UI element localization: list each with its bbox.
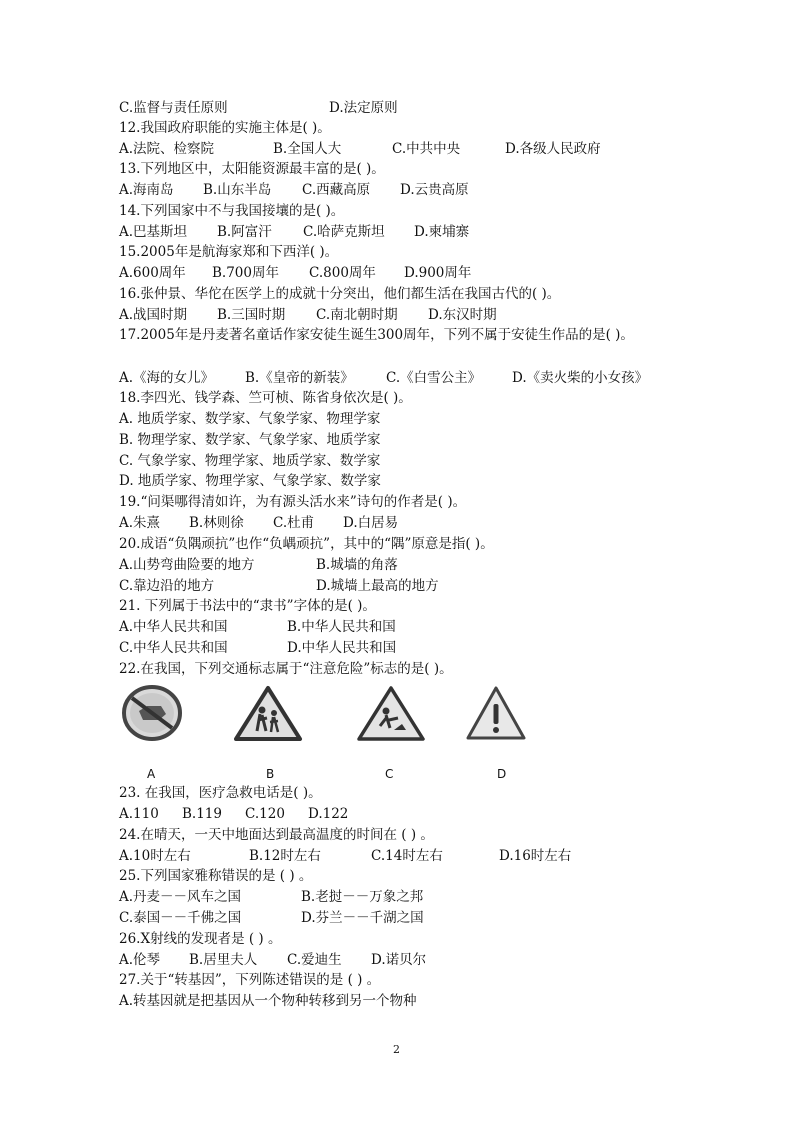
- q25-stem: 25.下列国家雅称错误的是 ( ) 。: [119, 868, 313, 884]
- q20-option-d: D.城墙上最高的地方: [316, 578, 439, 594]
- q18-option-d: D. 地质学家、物理学家、气象学家、数学家: [119, 473, 381, 489]
- q16-option-b: B.三国时期: [217, 307, 286, 323]
- q16-option-a: A.战国时期: [119, 307, 188, 323]
- sign-label-d: D: [497, 767, 507, 781]
- q14-option-c: C.哈萨克斯坦: [303, 224, 385, 240]
- q19-option-b: B.林则徐: [189, 515, 244, 531]
- traffic-sign-b-children-icon: [233, 684, 303, 742]
- q14-option-d: D.柬埔寨: [414, 224, 470, 240]
- q17-option-c: C.《白雪公主》: [386, 370, 482, 386]
- q16-stem: 16.张仲景、华佗在医学上的成就十分突出，他们都生活在我国古代的( )。: [119, 286, 561, 302]
- q16-option-c: C.南北朝时期: [316, 307, 398, 323]
- q12-option-c: C.中共中央: [392, 141, 461, 157]
- q21-option-d: D.中华人民共和国: [287, 640, 397, 656]
- q13-stem: 13.下列地区中，太阳能资源最丰富的是( )。: [119, 161, 385, 177]
- q20-option-c: C.靠边沿的地方: [119, 578, 215, 594]
- q25-option-b: B.老挝－－万象之邦: [301, 889, 424, 905]
- q16-option-d: D.东汉时期: [428, 307, 497, 323]
- q26-stem: 26.X射线的发现者是 ( ) 。: [119, 931, 282, 947]
- q17-option-d: D.《卖火柴的小女孩》: [512, 370, 649, 386]
- page-number: 2: [393, 1043, 400, 1056]
- traffic-sign-d-danger-icon: [465, 684, 527, 742]
- q11-option-d: D.法定原则: [329, 100, 398, 116]
- q13-option-d: D.云贵高原: [400, 182, 469, 198]
- q14-option-b: B.阿富汗: [217, 224, 272, 240]
- q12-option-b: B.全国人大: [273, 141, 342, 157]
- q21-stem: 21. 下列属于书法中的“隶书”字体的是( )。: [119, 598, 376, 614]
- q23-stem: 23. 在我国，医疗急救电话是( )。: [119, 785, 322, 801]
- q13-option-a: A.海南岛: [119, 182, 174, 198]
- q19-option-c: C.杜甫: [273, 515, 315, 531]
- traffic-sign-c-roadworks-icon: [356, 684, 426, 742]
- q15-option-b: B.700周年: [212, 265, 279, 281]
- q24-option-c: C.14时左右: [371, 848, 443, 864]
- q14-stem: 14.下列国家中不与我国接壤的是( )。: [119, 203, 345, 219]
- q17-stem: 17.2005年是丹麦著名童话作家安徒生诞生300周年，下列不属于安徒生作品的是( )。: [119, 327, 634, 343]
- sign-label-c: C: [385, 767, 394, 781]
- q20-option-a: A.山势弯曲险要的地方: [119, 557, 255, 573]
- q17-option-a: A.《海的女儿》: [119, 370, 215, 386]
- q19-option-a: A.朱熹: [119, 515, 161, 531]
- q15-option-a: A.600周年: [119, 265, 186, 281]
- q15-option-d: D.900周年: [404, 265, 472, 281]
- q15-option-c: C.800周年: [309, 265, 376, 281]
- q14-option-a: A.巴基斯坦: [119, 224, 188, 240]
- q21-option-a: A.中华人民共和国: [119, 619, 228, 635]
- q13-option-b: B.山东半岛: [203, 182, 272, 198]
- q23-option-d: D.122: [308, 806, 349, 822]
- q27-stem: 27.关于“转基因”，下列陈述错误的是 ( ) 。: [119, 972, 381, 988]
- q20-option-b: B.城墙的角落: [316, 557, 398, 573]
- q12-option-d: D.各级人民政府: [505, 141, 601, 157]
- q19-option-d: D.白居易: [343, 515, 399, 531]
- traffic-sign-a-prohibition-icon: [121, 684, 183, 742]
- q23-option-c: C.120: [245, 806, 285, 822]
- q21-option-b: B.中华人民共和国: [287, 619, 396, 635]
- q27-option-a: A.转基因就是把基因从一个物种转移到另一个物种: [119, 993, 417, 1009]
- q12-option-a: A.法院、检察院: [119, 141, 215, 157]
- q25-option-c: C.泰国－－千佛之国: [119, 910, 242, 926]
- q24-option-b: B.12时左右: [249, 848, 321, 864]
- sign-label-b: B: [266, 767, 275, 781]
- q22-stem: 22.在我国，下列交通标志属于“注意危险”标志的是( )。: [119, 661, 453, 677]
- q24-option-a: A.10时左右: [119, 848, 191, 864]
- q13-option-c: C.西藏高原: [302, 182, 371, 198]
- q21-option-c: C.中华人民共和国: [119, 640, 228, 656]
- q23-option-a: A.110: [119, 806, 159, 822]
- q25-option-a: A.丹麦－－风车之国: [119, 889, 242, 905]
- q12-stem: 12.我国政府职能的实施主体是( )。: [119, 120, 331, 136]
- q26-option-a: A.伦琴: [119, 952, 161, 968]
- q25-option-d: D.芬兰－－千湖之国: [301, 910, 424, 926]
- q19-stem: 19.“问渠哪得清如许，为有源头活水来”诗句的作者是( )。: [119, 494, 467, 510]
- q18-option-b: B. 物理学家、数学家、气象学家、地质学家: [119, 432, 381, 448]
- q18-option-c: C. 气象学家、物理学家、地质学家、数学家: [119, 453, 381, 469]
- q26-option-d: D.诺贝尔: [371, 952, 427, 968]
- q18-stem: 18.李四光、钱学森、竺可桢、陈省身依次是( )。: [119, 390, 412, 406]
- q24-stem: 24.在晴天，一天中地面达到最高温度的时间在 ( ) 。: [119, 827, 434, 843]
- q20-stem: 20.成语“负隅顽抗”也作“负嵎顽抗”，其中的“隅”原意是指( )。: [119, 536, 494, 552]
- q24-option-d: D.16时左右: [499, 848, 572, 864]
- q26-option-b: B.居里夫人: [189, 952, 258, 968]
- q23-option-b: B.119: [182, 806, 222, 822]
- q17-option-b: B.《皇帝的新装》: [245, 370, 354, 386]
- q26-option-c: C.爱迪生: [287, 952, 342, 968]
- q15-stem: 15.2005年是航海家郑和下西洋( )。: [119, 244, 339, 260]
- q11-option-c: C.监督与责任原则: [119, 100, 228, 116]
- sign-label-a: A: [147, 767, 156, 781]
- q18-option-a: A. 地质学家、数学家、气象学家、物理学家: [119, 411, 381, 427]
